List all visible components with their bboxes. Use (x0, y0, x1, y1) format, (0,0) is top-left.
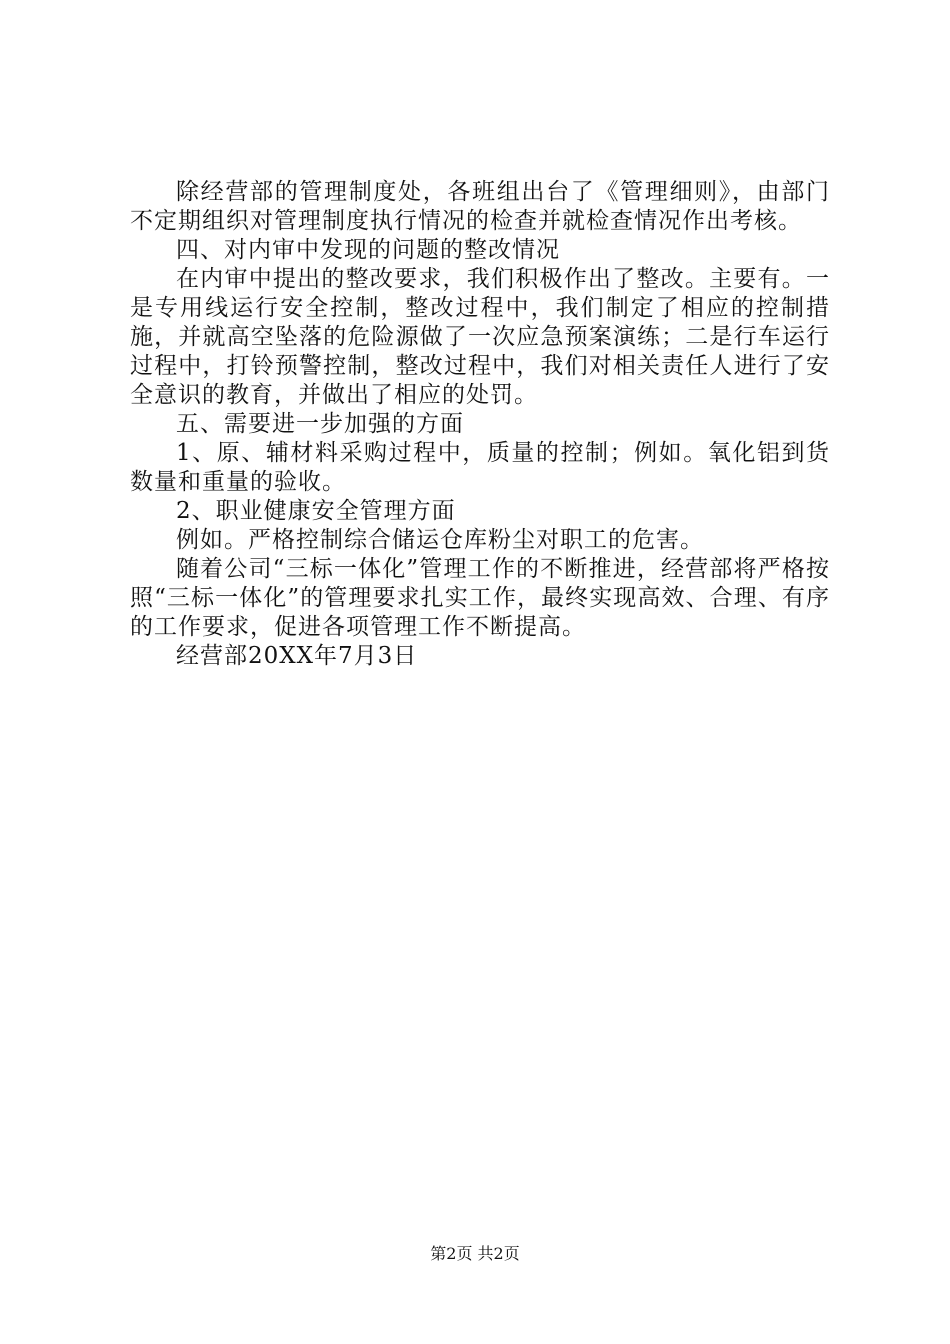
paragraph-item-two: 2、职业健康安全管理方面 (176, 498, 456, 524)
signature-date: 经营部20XX年7月3日 (176, 643, 418, 669)
paragraph-conclusion: 随着公司“三标一体化”管理工作的不断推进，经营部将严格按照“三标一体化”的管理要求扎实工作，最终实现高效、合理、有序的工作要求，促进各项管理工作不断提高。 (130, 556, 830, 640)
heading-section-five: 五、需要进一步加强的方面 (176, 411, 464, 437)
heading-section-four: 四、对内审中发现的问题的整改情况 (176, 237, 560, 263)
paragraph-rectification: 在内审中提出的整改要求，我们积极作出了整改。主要有。一是专用线运行安全控制，整改过程中，我们制定了相应的控制措施，并就高空坠落的危险源做了一次应急预案演练；二是行车运行过程中，打铃预警控制，整改过程中，我们对相关责任人进行了安全意识的教育，并做出了相应的处罚。 (130, 266, 830, 408)
document-body (130, 178, 830, 671)
page-footer: 第2页 共2页 (430, 1244, 520, 1263)
paragraph-item-one: 1、原、辅材料采购过程中，质量的控制；例如。氧化铝到货数量和重量的验收。 (130, 440, 830, 495)
paragraph-example: 例如。严格控制综合储运仓库粉尘对职工的危害。 (176, 527, 704, 553)
paragraph-assessment: 除经营部的管理制度处，各班组出台了《管理细则》，由部门不定期组织对管理制度执行情况的检查并就检查情况作出考核。 (130, 179, 830, 234)
